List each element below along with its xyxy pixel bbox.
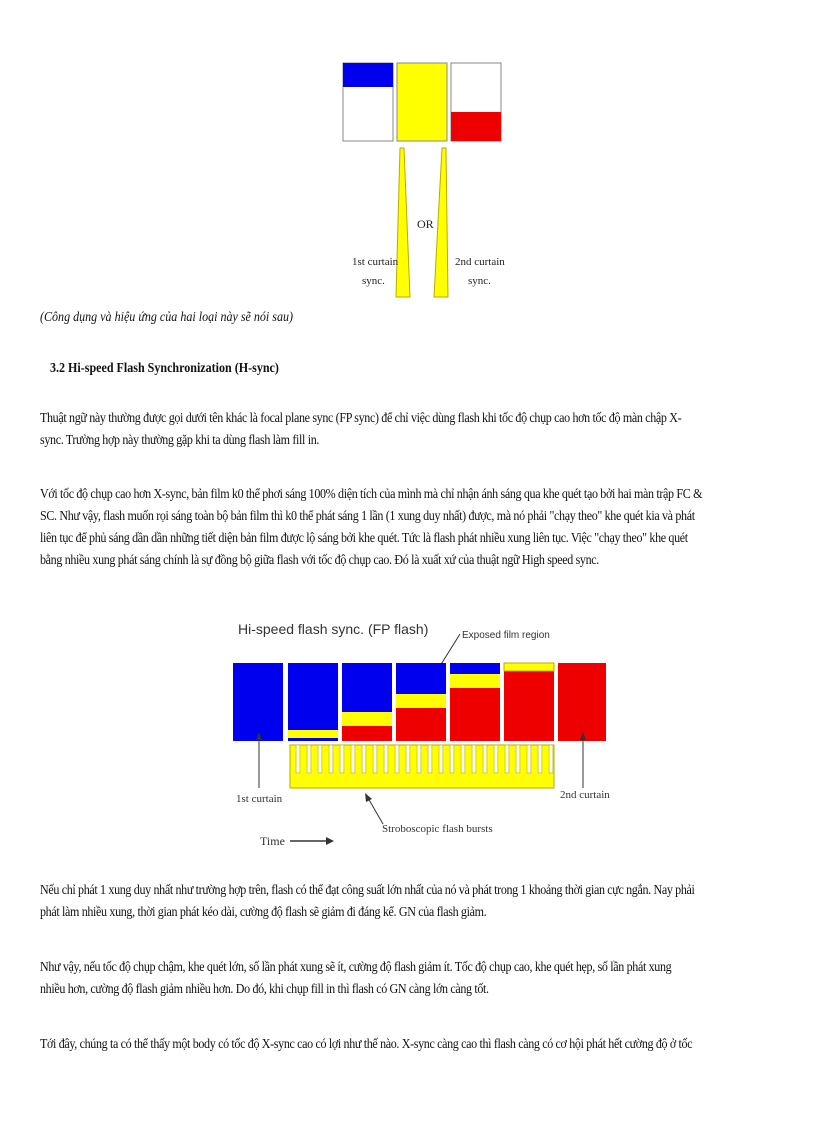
- section-heading: 3.2 Hi-speed Flash Synchronization (H-sync): [50, 361, 279, 376]
- frame-1st-curtain-blue: [343, 63, 393, 87]
- label-1st-curtain: 1st curtain: [352, 256, 399, 268]
- frame-4-exposed: [396, 694, 446, 708]
- strobo-gap: [362, 745, 366, 773]
- strobo-gap: [351, 745, 355, 773]
- strobo-gap: [329, 745, 333, 773]
- text-line: sync. Trường hợp này thường gặp khi ta dùng flash làm fill in.: [40, 433, 320, 448]
- strobo-gap: [373, 745, 377, 773]
- strobo-arrow-head: [365, 793, 372, 802]
- strobo-bursts: [290, 745, 554, 788]
- strobo-gap: [318, 745, 322, 773]
- text-line: liên tục để phủ sáng dần dần những tiết diện bản film được lộ sáng bởi khe quét. Tức là flash phát nhiều xung liên tục. Việc "chạy theo" khe quét: [40, 531, 688, 546]
- text-line: Với tốc độ chụp cao hơn X-sync, bản film k0 thể phơi sáng 100% diện tích của mình mà chỉ nhận ánh sáng qua khe quét tạo bởi hai màn trập FC &: [40, 487, 703, 502]
- strobo-gap: [538, 745, 542, 773]
- text-line: bằng nhiều xung phát sáng chính là sự đồng bộ giữa flash với tốc độ chụp cao. Đó là xuất xứ của thuật ngữ High speed sync.: [40, 553, 599, 568]
- text-line: nhiều hơn, cường độ flash giảm nhiều hơn. Do đó, khi chụp fill in thì flash có GN càng lớn càng tốt.: [40, 982, 489, 997]
- frame-6: [504, 663, 554, 741]
- strobo-gap: [406, 745, 410, 773]
- strobo-label: Stroboscopic flash bursts: [382, 823, 493, 835]
- paragraph-3: [40, 880, 797, 924]
- or-label: OR: [417, 217, 434, 231]
- strobo-gap: [494, 745, 498, 773]
- paragraph-2: [40, 484, 797, 572]
- time-arrow-head: [326, 837, 334, 845]
- strobo-gap: [439, 745, 443, 773]
- paragraph-4: [40, 957, 797, 1001]
- strobo-gap: [549, 745, 553, 773]
- curtain-sync-diagram: [340, 62, 508, 302]
- text-line: Tới đây, chúng ta có thể thấy một body có tốc độ X-sync cao có lợi như thế nào. X-sync càng cao thì flash càng có cơ hội phát hết cường độ ở tốc: [40, 1037, 693, 1052]
- strobo-arrow: [368, 798, 383, 824]
- strobo-gap: [296, 745, 300, 773]
- strobo-gap: [307, 745, 311, 773]
- frame-full-exposure: [397, 63, 447, 141]
- frame-2nd-curtain-red: [451, 112, 501, 141]
- strobo-gap: [384, 745, 388, 773]
- strobo-gap: [450, 745, 454, 773]
- strobo-gap: [395, 745, 399, 773]
- frame-1: [233, 663, 283, 741]
- flash-pulse-2nd: [434, 148, 448, 297]
- exposed-film-label: Exposed film region: [462, 630, 550, 641]
- frame-7: [558, 663, 606, 741]
- frame-5-exposed: [450, 674, 500, 688]
- text-line: Nếu chỉ phát 1 xung duy nhất như trường hợp trên, flash có thể đạt công suất lớn nhất của nó và phát trong 1 khoảng thời gian cực ngắn. Nay phải: [40, 883, 695, 898]
- frame-6-exposed: [504, 663, 554, 671]
- time-label: Time: [260, 834, 285, 848]
- text-line: Thuật ngữ này thường được gọi dưới tên khác là focal plane sync (FP sync) để chỉ việc dùng flash khi tốc độ chụp cao hơn tốc độ màn chập X-: [40, 411, 682, 426]
- figure-title: Hi-speed flash sync. (FP flash): [238, 621, 429, 637]
- frame-3-exposed: [342, 712, 392, 726]
- frame-5-red: [450, 688, 500, 741]
- strobo-gap: [340, 745, 344, 773]
- frame-4-red: [396, 708, 446, 741]
- paragraph-1: [40, 408, 797, 452]
- strobo-gap: [472, 745, 476, 773]
- text-line: Như vậy, nếu tốc độ chụp chậm, khe quét lớn, số lần phát xung sẽ ít, cường độ flash giảm ít. Tốc độ chụp cao, khe quét hẹp, số lần phát xung: [40, 960, 672, 975]
- label-1st-sync: sync.: [362, 275, 385, 287]
- first-curtain-label: 1st curtain: [236, 793, 283, 805]
- label-2nd-sync: sync.: [468, 275, 491, 287]
- figure-caption: (Công dụng và hiệu ứng của hai loại này sẽ nói sau): [40, 310, 294, 325]
- label-2nd-curtain: 2nd curtain: [455, 256, 505, 268]
- strobo-gap: [516, 745, 520, 773]
- strobo-gap: [505, 745, 509, 773]
- strobo-gap: [527, 745, 531, 773]
- hi-speed-sync-diagram: [228, 618, 612, 854]
- frame-2: [288, 663, 338, 741]
- strobo-gap: [417, 745, 421, 773]
- flash-pulse-1st: [396, 148, 410, 297]
- strobo-gap: [428, 745, 432, 773]
- strobo-gap: [461, 745, 465, 773]
- text-line: phát làm nhiều xung, thời gian phát kéo dài, cường độ flash sẽ giảm đi đáng kể. GN của flash giảm.: [40, 905, 487, 920]
- frame-2-exposed: [288, 730, 338, 738]
- paragraph-5: [40, 1034, 797, 1056]
- text-line: SC. Như vậy, flash muốn rọi sáng toàn bộ bản film thì k0 thể phát sáng 1 lần (1 xung duy nhất) được, mà nó phải "chạy theo" khe quét kia và phát: [40, 509, 695, 524]
- strobo-gap: [483, 745, 487, 773]
- frame-3-red: [342, 726, 392, 741]
- second-curtain-label: 2nd curtain: [560, 789, 610, 801]
